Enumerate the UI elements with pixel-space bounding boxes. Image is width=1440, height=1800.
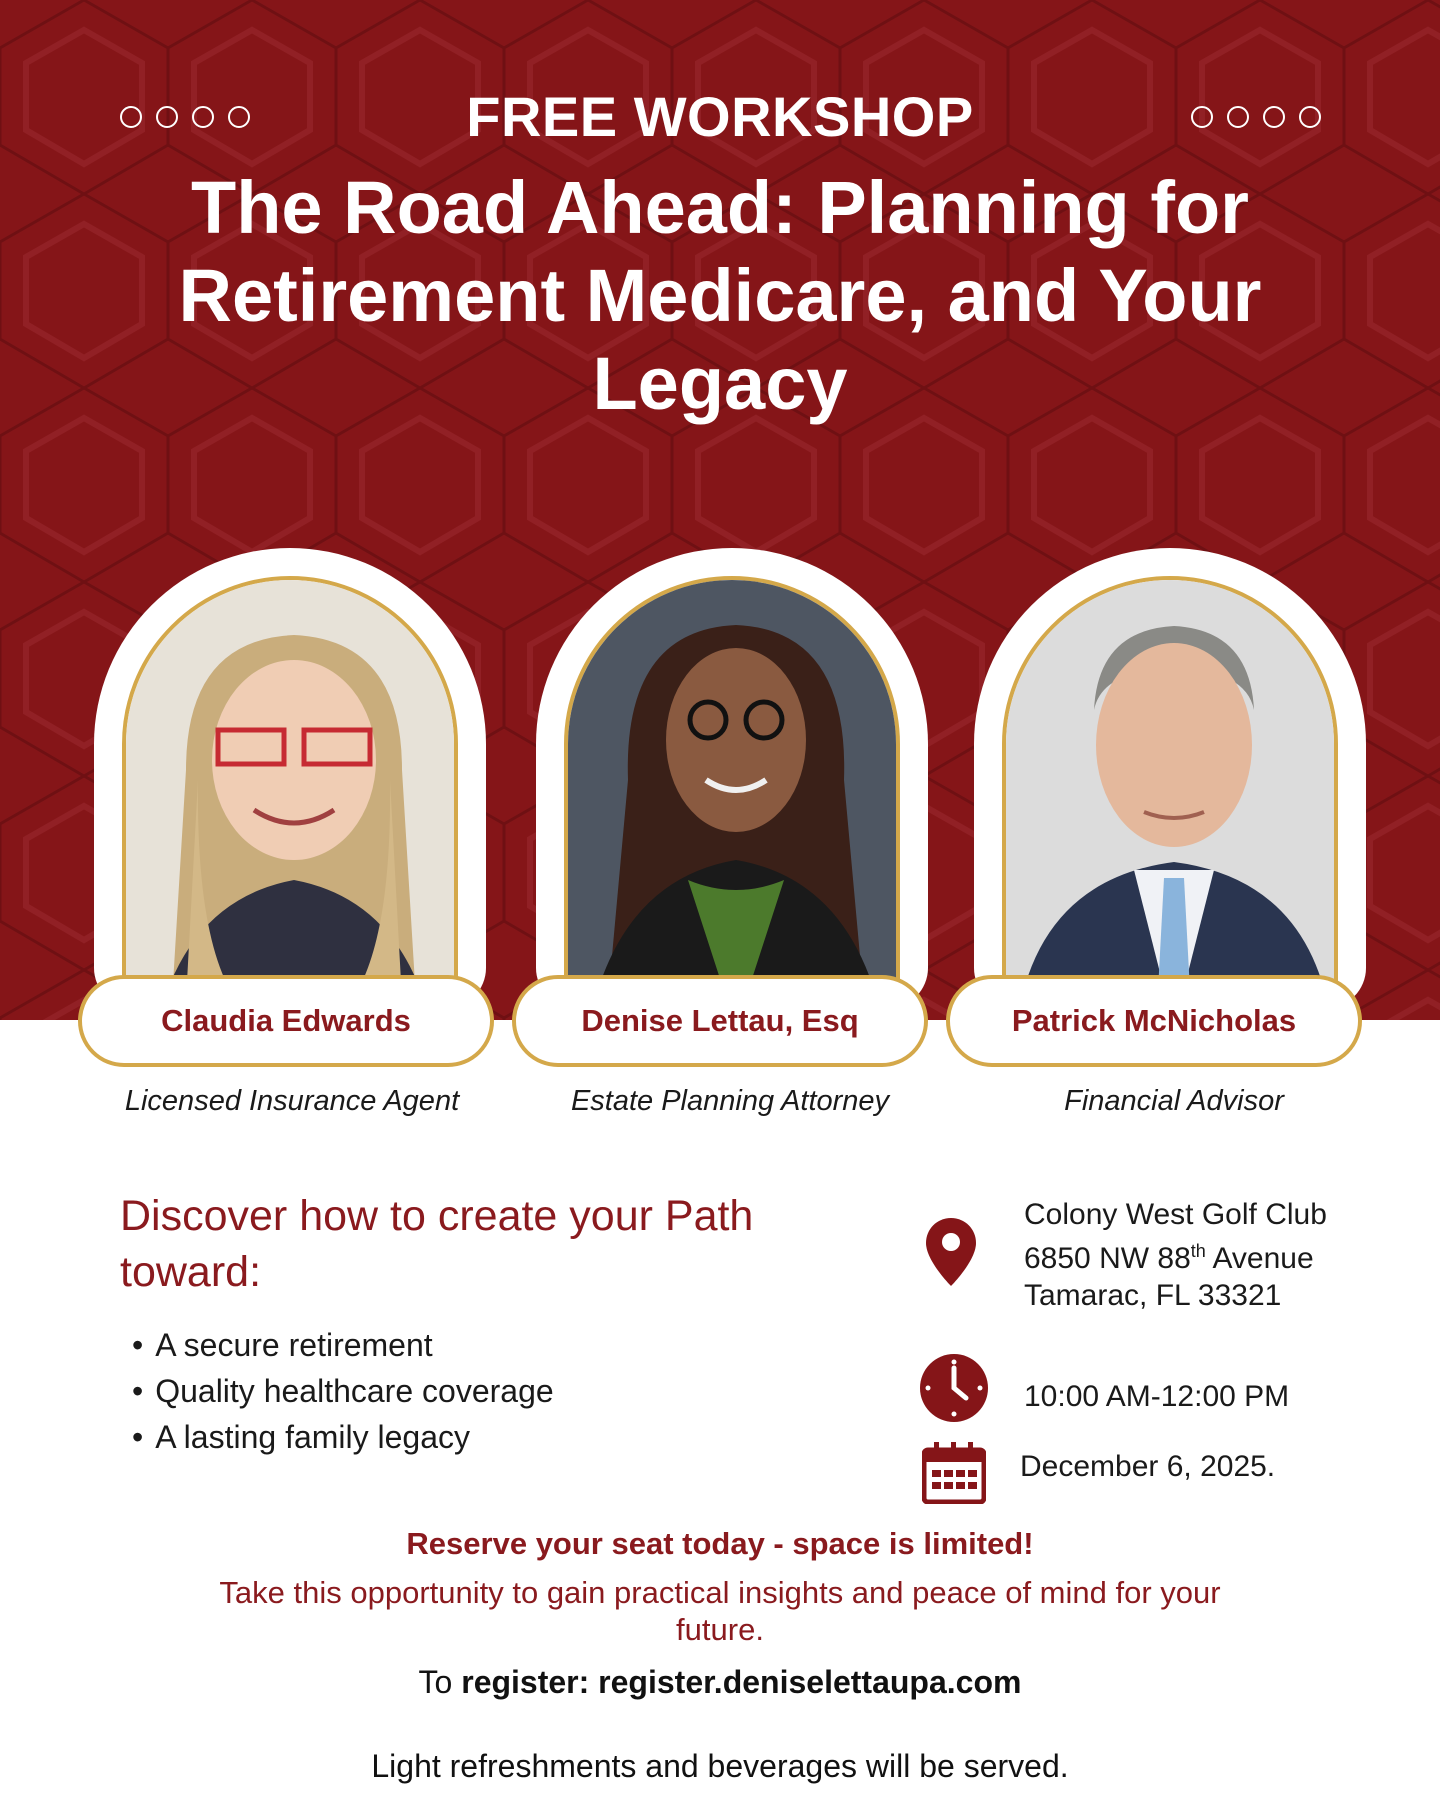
page-title: The Road Ahead: Planning for Retirement Medicare, and Your Legacy xyxy=(178,166,1262,425)
event-time: 10:00 AM-12:00 PM xyxy=(1024,1380,1290,1413)
speaker-photo-patrick xyxy=(1006,580,1338,1024)
speaker-name-claudia: Claudia Edwards xyxy=(78,975,494,1067)
discover-heading: Discover how to create your Path toward: xyxy=(120,1192,754,1296)
list-item: • A lasting family legacy xyxy=(132,1414,554,1460)
location-pin-icon xyxy=(926,1218,976,1286)
speaker-role-denise: Estate Planning Attorney xyxy=(570,1085,890,1117)
register-line: To register: register.deniselettaupa.com xyxy=(418,1664,1022,1700)
speaker-portrait-claudia xyxy=(94,548,486,1008)
workshop-label: FREE WORKSHOP xyxy=(466,85,974,148)
venue-address xyxy=(1024,1196,1327,1314)
clock-icon xyxy=(920,1354,988,1422)
speaker-photo-denise xyxy=(568,580,900,1024)
calendar-icon xyxy=(922,1440,986,1504)
register-link[interactable]: register: register.deniselettaupa.com xyxy=(461,1664,1022,1700)
speaker-portrait-patrick xyxy=(974,548,1366,1008)
speaker-name-patrick: Patrick McNicholas xyxy=(946,975,1362,1067)
event-date: December 6, 2025. xyxy=(1020,1450,1276,1483)
venue-city: Tamarac, FL 33321 xyxy=(1024,1279,1282,1312)
refreshments-note: Light refreshments and beverages will be served. xyxy=(371,1748,1069,1784)
speaker-role-claudia: Licensed Insurance Agent xyxy=(124,1085,460,1117)
list-item: • Quality healthcare coverage xyxy=(132,1368,554,1414)
speaker-portrait-denise xyxy=(536,548,928,1008)
venue-street: 6850 NW 88th Avenue xyxy=(1024,1241,1314,1275)
reserve-callout: Reserve your seat today - space is limited! xyxy=(406,1526,1034,1561)
list-item: • A secure retirement xyxy=(132,1322,554,1368)
speaker-photo-claudia xyxy=(126,580,458,1024)
speaker-name-denise: Denise Lettau, Esq xyxy=(512,975,928,1067)
benefits-list xyxy=(132,1322,554,1460)
opportunity-text: Take this opportunity to gain practical insights and peace of mind for your future. xyxy=(219,1575,1221,1647)
speaker-role-patrick: Financial Advisor xyxy=(1064,1085,1284,1117)
venue-name: Colony West Golf Club xyxy=(1024,1198,1327,1231)
